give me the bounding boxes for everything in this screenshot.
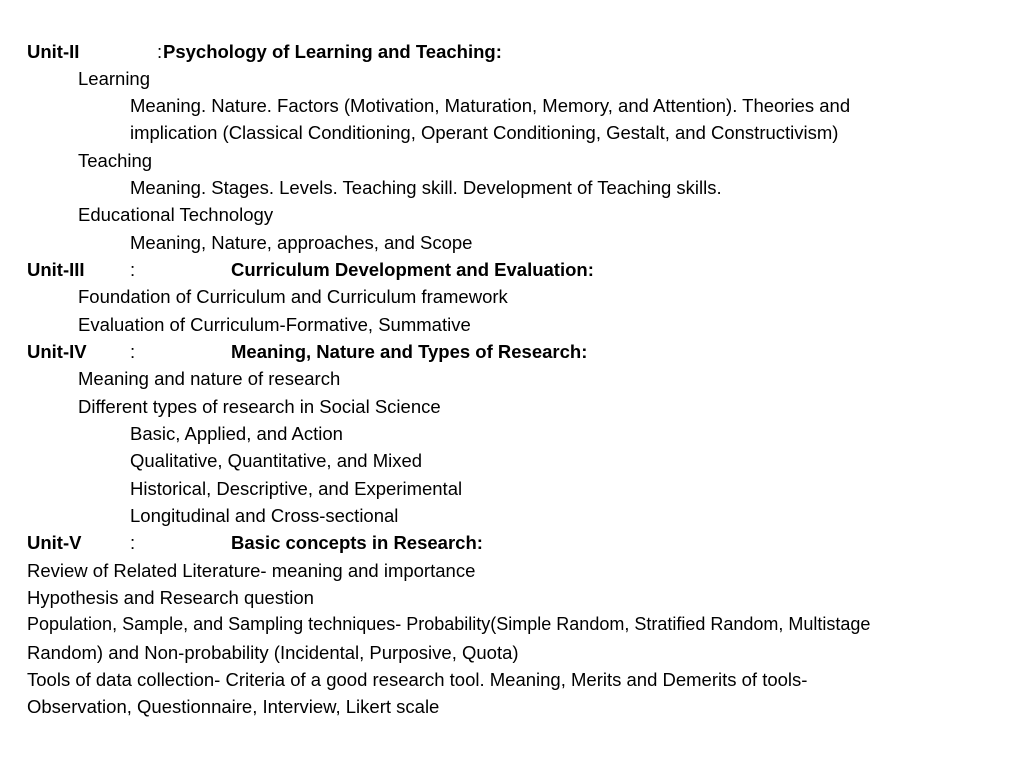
unit-2-learning-detail-1: Meaning. Nature. Factors (Motivation, Maturation, Memory, and Attention). Theories and: [130, 95, 851, 116]
unit-2-learning-detail-2: implication (Classical Conditioning, Operant Conditioning, Gestalt, and Constructivism): [130, 122, 839, 143]
unit-4-sub-2: Qualitative, Quantitative, and Mixed: [130, 450, 423, 471]
unit-3-item-2: Evaluation of Curriculum-Formative, Summative: [78, 314, 471, 335]
unit-2-learning: Learning: [78, 68, 151, 89]
unit-5-item-1: Review of Related Literature- meaning and importance: [27, 560, 476, 581]
unit-2-teaching-detail: Meaning. Stages. Levels. Teaching skill. Development of Teaching skills.: [130, 177, 722, 198]
unit-5-label: Unit-V: [27, 532, 82, 553]
unit-3-colon: :: [130, 259, 136, 280]
unit-2-teaching: Teaching: [78, 150, 153, 171]
unit-5-item-2: Hypothesis and Research question: [27, 587, 314, 608]
unit-5-colon: :: [130, 532, 136, 553]
unit-2-edtech-detail: Meaning, Nature, approaches, and Scope: [130, 232, 473, 253]
unit-3-title: Curriculum Development and Evaluation:: [231, 259, 594, 280]
unit-4-colon: :: [130, 341, 136, 362]
unit-4-label: Unit-IV: [27, 341, 87, 362]
unit-4-item-1: Meaning and nature of research: [78, 368, 341, 389]
unit-5-item-3-line-2: Random) and Non-probability (Incidental, Purposive, Quota): [27, 642, 519, 663]
unit-4-sub-3: Historical, Descriptive, and Experimental: [130, 478, 463, 499]
unit-4-item-2: Different types of research in Social Science: [78, 396, 441, 417]
unit-2-edtech: Educational Technology: [78, 204, 274, 225]
unit-4-sub-1: Basic, Applied, and Action: [130, 423, 343, 444]
unit-5-item-4-line-2: Observation, Questionnaire, Interview, Likert scale: [27, 696, 440, 717]
unit-4-sub-4: Longitudinal and Cross-sectional: [130, 505, 399, 526]
unit-3-item-1: Foundation of Curriculum and Curriculum framework: [78, 286, 508, 307]
unit-5-title: Basic concepts in Research:: [231, 532, 483, 553]
unit-2-title: Psychology of Learning and Teaching:: [163, 41, 502, 62]
unit-4-title: Meaning, Nature and Types of Research:: [231, 341, 588, 362]
unit-2-colon: :: [157, 41, 163, 62]
unit-5-item-3-line-1: Population, Sample, and Sampling techniques- Probability(Simple Random, Stratified Random, Multistage: [27, 614, 871, 634]
unit-2-label: Unit-II: [27, 41, 80, 62]
unit-3-label: Unit-III: [27, 259, 85, 280]
unit-5-item-4-line-1: Tools of data collection- Criteria of a good research tool. Meaning, Merits and Demerits of tools-: [27, 669, 808, 690]
